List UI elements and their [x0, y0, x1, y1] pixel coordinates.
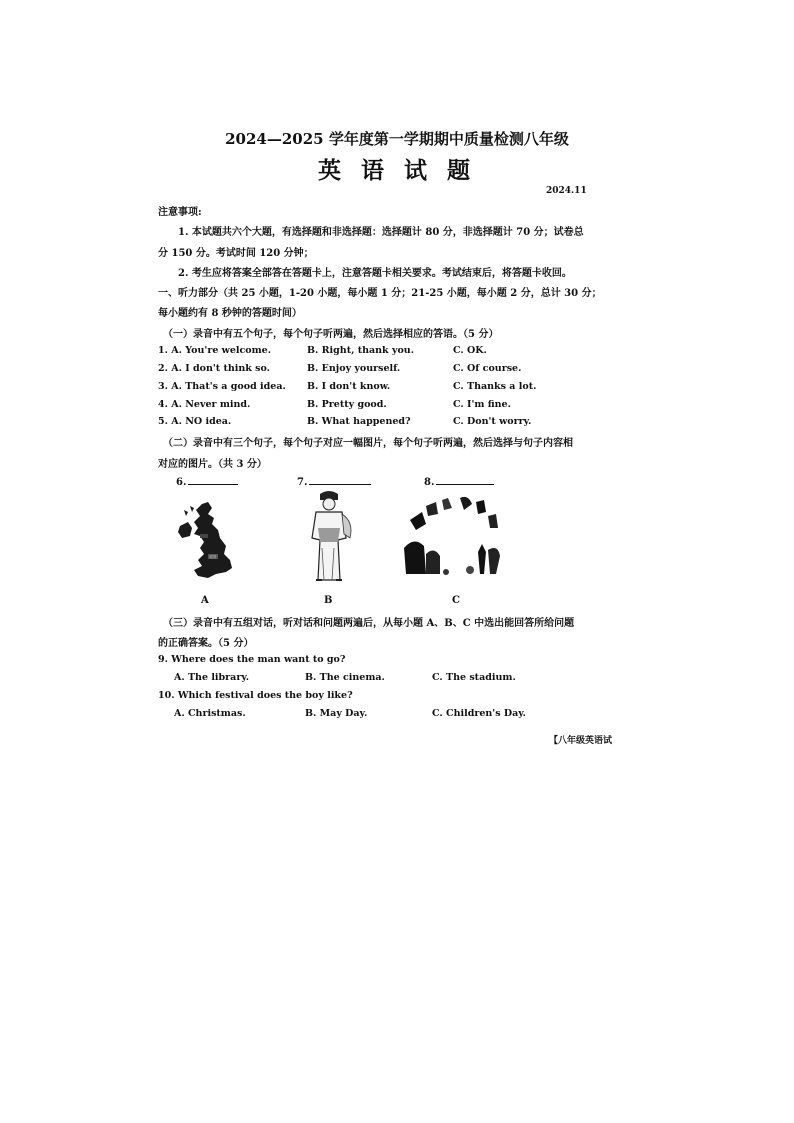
subject-title: 英 语 试 题	[317, 157, 477, 184]
q4-option-b: B. Pretty good.	[307, 399, 387, 410]
q9-option-b: B. The cinema.	[305, 672, 385, 683]
exam-date: 2024.11	[546, 186, 587, 196]
q2-option-a: 2. A. I don't think so.	[158, 363, 270, 374]
opera-figure-icon	[302, 488, 356, 584]
q10-question: 10. Which festival does the boy like?	[158, 690, 353, 701]
notice-line-1: 1. 本试题共六个大题，有选择题和非选择题：选择题计 80 分，非选择题计 70 分；试卷总	[178, 227, 584, 238]
part1-instruction: （一）录音中有五个句子，每个句子听两遍，然后选择相应的答语。（5 分）	[163, 329, 499, 340]
q9-option-a: A. The library.	[174, 672, 250, 683]
q1-option-b: B. Right, thank you.	[307, 345, 415, 356]
picture-label-b: B	[324, 595, 333, 606]
part3-instruction-line-2: 的正确答案。（5 分）	[158, 638, 254, 649]
q1-option-a: 1. A. You're welcome.	[158, 345, 272, 356]
q10-option-a: A. Christmas.	[174, 708, 246, 719]
picture-label-c: C	[452, 595, 460, 606]
exam-title: 2024—2025 学年度第一学期期中质量检测八年级	[225, 130, 569, 148]
q8-blank: 8.	[424, 476, 494, 488]
part2-instruction-line-2: 对应的图片。（共 3 分）	[158, 459, 267, 470]
q9-question: 9. Where does the man want to go?	[158, 654, 346, 665]
notice-line-3: 2. 考生应将答案全部答在答题卡上，注意答题卡相关要求。考试结束后，将答题卡收回。	[178, 268, 572, 279]
q5-option-a: 5. A. NO idea.	[158, 416, 232, 427]
q2-option-b: B. Enjoy yourself.	[307, 363, 401, 374]
notice-heading: 注意事项:	[158, 207, 202, 218]
q5-option-b: B. What happened?	[307, 416, 411, 427]
part2-instruction-line-1: （二）录音中有三个句子，每个句子对应一幅图片，每个句子听两遍，然后选择与句子内容相	[163, 438, 573, 449]
part3-instruction-line-1: （三）录音中有五组对话，听对话和问题两遍后，从每小题 A、B、C 中选出能回答所给问题	[163, 618, 575, 629]
animals-icon	[400, 494, 505, 582]
q4-option-a: 4. A. Never mind.	[158, 399, 251, 410]
q10-option-c: C. Children's Day.	[432, 708, 526, 719]
q3-option-b: B. I don't know.	[307, 381, 391, 392]
q2-option-c: C. Of course.	[453, 363, 522, 374]
q9-option-c: C. The stadium.	[432, 672, 516, 683]
q1-option-c: C. OK.	[453, 345, 487, 356]
page-footer: 【八年级英语试	[549, 736, 613, 746]
q3-option-c: C. Thanks a lot.	[453, 381, 537, 392]
uk-map-icon	[172, 500, 242, 582]
q10-option-b: B. May Day.	[305, 708, 368, 719]
section1-line-1: 一、听力部分（共 25 小题，1-20 小题，每小题 1 分；21-25 小题，每小题 2 分，总计 30 分；	[158, 288, 602, 299]
section1-line-2: 每小题约有 8 秒钟的答题时间）	[158, 308, 302, 319]
picture-label-a: A	[201, 595, 209, 606]
q4-option-c: C. I'm fine.	[453, 399, 511, 410]
q3-option-a: 3. A. That's a good idea.	[158, 381, 286, 392]
q7-blank: 7.	[297, 476, 371, 488]
notice-line-2: 分 150 分。考试时间 120 分钟；	[158, 248, 314, 259]
map-caption: 英国	[209, 555, 216, 559]
q5-option-c: C. Don't worry.	[453, 416, 532, 427]
q6-blank: 6.	[176, 476, 238, 488]
